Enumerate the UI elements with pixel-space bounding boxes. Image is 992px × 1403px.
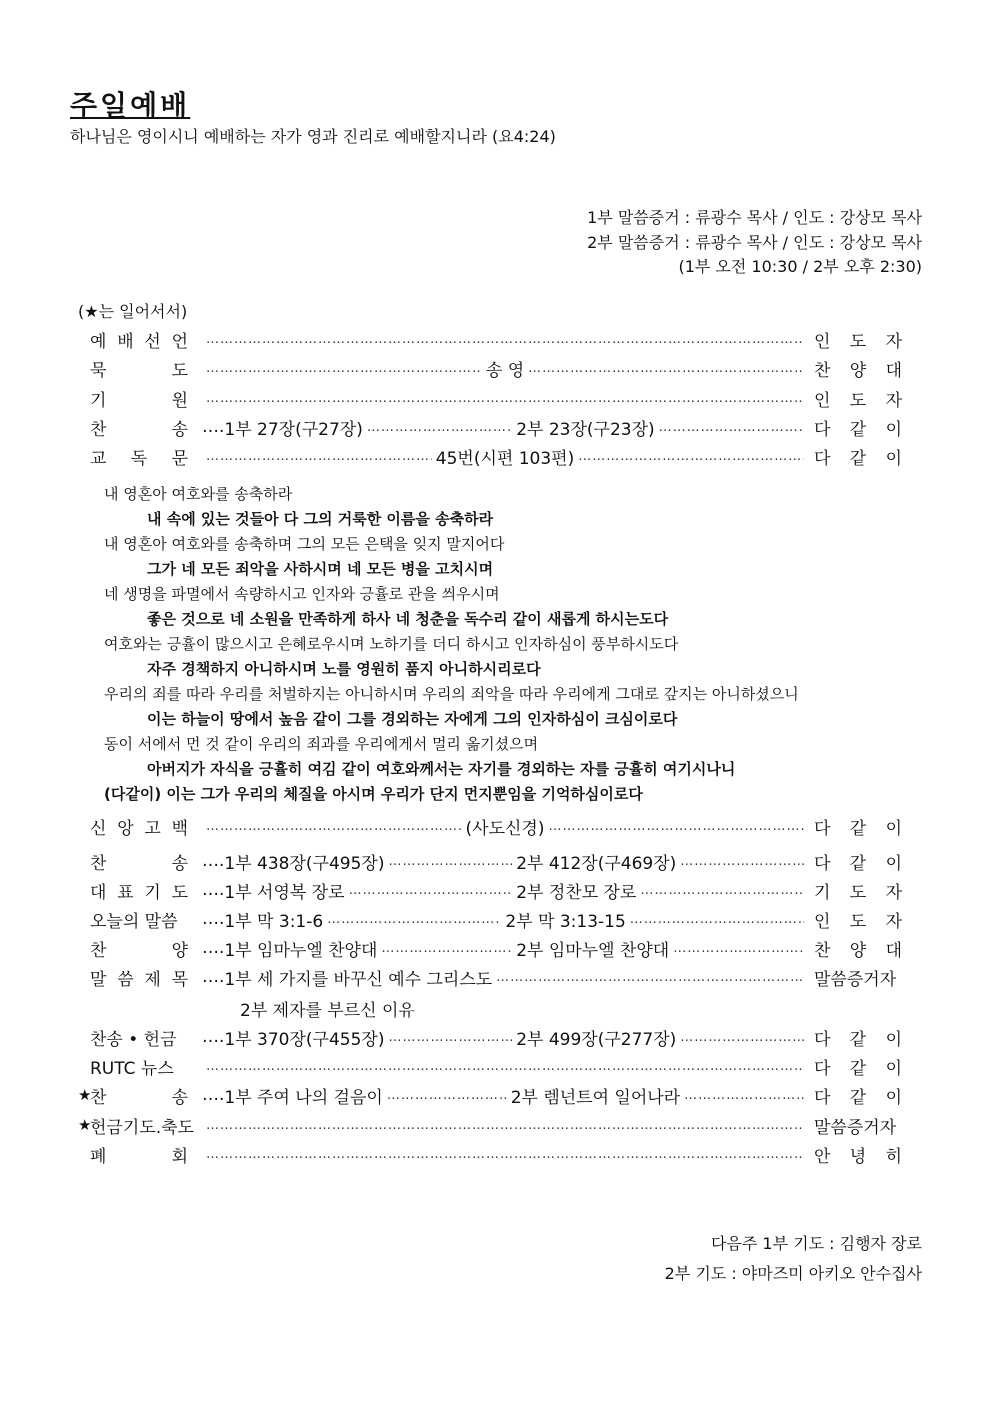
label-char: 신 — [90, 818, 107, 839]
label-char: 양 — [171, 940, 188, 961]
psalm-line-leader: 우리의 죄를 따라 우리를 처벌하지는 아니하시며 우리의 죄악을 따라 우리에게 그대로 갚지는 아니하셨으니 — [104, 685, 799, 703]
order-row — [78, 906, 902, 932]
detail-part1: 1부 주여 나의 걸음이 — [224, 1087, 383, 1108]
leader-dots — [630, 908, 804, 930]
responder-char: 인 — [814, 911, 831, 932]
order-row — [78, 326, 902, 352]
responder-char: 이 — [885, 1029, 902, 1050]
label-char: 오늘의 말씀 — [90, 911, 178, 932]
psalm-line-congregation: 아버지가 자식을 긍휼히 여김 같이 여호와께서는 자기를 경외하는 자를 긍휼히 여기시나니 — [147, 760, 736, 778]
leader-dots — [206, 1143, 804, 1165]
leader-dots — [659, 416, 804, 438]
responder-char: 다 — [814, 853, 831, 874]
label-char: 앙 — [117, 818, 134, 839]
psalm-line-congregation: 내 속에 있는 것들아 다 그의 거룩한 이름을 송축하라 — [147, 510, 494, 528]
detail-text: 45번(시편 103편) — [435, 448, 575, 469]
responder-char: 이 — [885, 1087, 902, 1108]
leader-dots — [206, 445, 432, 467]
order-label — [90, 356, 188, 381]
responder-char: 같 — [849, 448, 867, 469]
order-detail — [202, 1114, 808, 1136]
label-char: 도 — [171, 360, 188, 381]
detail-part2: 2부 렘넌트여 일어나라 — [510, 1087, 681, 1108]
order-detail — [202, 328, 808, 350]
responder — [814, 415, 902, 440]
responder — [814, 1142, 902, 1167]
psalm-line-all: (다같이) 이는 그가 우리의 체질을 아시며 우리가 단지 먼지뿐임을 기억하심이로다 — [104, 785, 643, 803]
responder-char: 양 — [849, 940, 867, 961]
pre-dots: …. — [202, 909, 225, 929]
label-char: 문 — [171, 448, 188, 469]
leader-dots — [528, 357, 804, 379]
label-char: 배 — [117, 331, 134, 352]
detail-part1: 1부 세 가지를 바꾸신 예수 그리스도 — [224, 969, 493, 990]
responder — [814, 1025, 902, 1050]
order-label — [90, 415, 188, 440]
order-label — [90, 327, 188, 352]
order-label — [90, 878, 188, 903]
order-detail — [202, 387, 808, 409]
label-char: 백 — [171, 818, 188, 839]
responder-char: 다 — [814, 1029, 831, 1050]
leader-dots — [349, 879, 513, 901]
label-char: 찬 — [90, 853, 107, 874]
responder-char: 같 — [849, 1029, 867, 1050]
detail-part1: 1부 막 3:1-6 — [224, 911, 324, 932]
label-char: 선 — [144, 331, 161, 352]
responder — [814, 907, 902, 932]
responder-char: 다 — [814, 1087, 831, 1108]
responder — [814, 356, 902, 381]
psalm-line-leader: 내 영혼아 여호와를 송축하며 그의 모든 은택을 잊지 말지어다 — [104, 535, 505, 553]
label-char: 고 — [144, 818, 161, 839]
label-char: 찬 — [90, 419, 107, 440]
detail-part2: 2부 막 3:13-15 — [505, 911, 626, 932]
responder-char: 다 — [814, 1058, 831, 1079]
order-detail — [202, 814, 808, 839]
responder-char: 인 — [814, 331, 831, 352]
label-char: 찬 — [90, 940, 107, 961]
label-char: 독 — [130, 448, 148, 469]
responder-char: 이 — [885, 853, 902, 874]
order-label — [90, 1113, 194, 1138]
label-char: 목 — [171, 969, 188, 990]
leader-dots — [206, 357, 482, 379]
detail-part2: 2부 23장(구23장) — [516, 419, 655, 440]
responder-char: 같 — [849, 1087, 867, 1108]
page-title: 주일예배 — [70, 89, 191, 122]
next-week-prayer-1: 다음주 1부 기도 : 김행자 장로 — [710, 1234, 922, 1253]
order-detail — [202, 1055, 808, 1077]
service-info-2: 2부 말씀증거 : 류광수 목사 / 인도 : 강상모 목사 — [587, 233, 922, 252]
responder-char: 말씀증거자 — [814, 1117, 897, 1138]
psalm-line-congregation: 그가 네 모든 죄악을 사하시며 네 모든 병을 고치시며 — [147, 560, 494, 578]
order-label — [90, 386, 188, 411]
responder — [814, 849, 902, 874]
detail-part2: 2부 499장(구277장) — [516, 1029, 677, 1050]
order-detail — [202, 849, 808, 874]
order-detail — [202, 1025, 808, 1050]
label-char: 묵 — [90, 360, 107, 381]
sermon-title-part2: 2부 제자를 부르신 이유 — [240, 1001, 415, 1021]
responder-char: 같 — [849, 1058, 867, 1079]
order-detail — [202, 936, 808, 961]
leader-dots — [680, 850, 804, 872]
responder-char: 자 — [885, 390, 902, 411]
leader-dots — [496, 966, 804, 988]
responder-char: 자 — [885, 911, 902, 932]
leader-dots — [206, 1114, 804, 1136]
label-char: 교 — [90, 448, 107, 469]
responder-char: 찬 — [814, 360, 831, 381]
psalm-line-leader: 여호와는 긍휼이 많으시고 은혜로우시며 노하기를 더디 하시고 인자하심이 풍부하시도다 — [104, 635, 679, 653]
pre-dots: …. — [202, 851, 225, 871]
order-row — [78, 877, 902, 903]
responder-char: 인 — [814, 390, 831, 411]
order-row — [78, 813, 902, 839]
leader-dots — [640, 879, 804, 901]
label-char: RUTC 뉴스 — [90, 1058, 174, 1079]
order-label — [90, 1142, 188, 1167]
responder-char: 기 — [814, 882, 831, 903]
leader-dots — [388, 850, 512, 872]
order-detail — [202, 356, 808, 381]
order-row — [78, 355, 902, 381]
responder-char: 다 — [814, 419, 831, 440]
pre-dots: …. — [202, 417, 225, 437]
leader-dots — [673, 937, 804, 959]
leader-dots — [206, 328, 804, 350]
label-char: 찬송 • 헌금 — [90, 1029, 177, 1050]
responder-char: 자 — [885, 882, 902, 903]
order-label — [90, 907, 188, 932]
leader-dots — [206, 387, 804, 409]
label-char: 찬 — [90, 1087, 107, 1108]
label-char: 대 — [90, 882, 107, 903]
order-row — [78, 935, 902, 961]
detail-part1: 1부 370장(구455장) — [224, 1029, 385, 1050]
order-row — [78, 1082, 902, 1108]
pre-dots: …. — [202, 938, 225, 958]
order-label — [90, 1054, 188, 1079]
responder-char: 도 — [849, 882, 867, 903]
pre-dots: …. — [202, 880, 225, 900]
detail-part2: 2부 임마누엘 찬양대 — [516, 940, 670, 961]
responder-char: 이 — [885, 818, 902, 839]
responder — [814, 444, 902, 469]
psalm-line-congregation: 이는 하늘이 땅에서 높음 같이 그를 경외하는 자에게 그의 인자하심이 크심이로다 — [147, 710, 678, 728]
service-times: (1부 오전 10:30 / 2부 오후 2:30) — [678, 257, 922, 276]
responder-char: 히 — [885, 1146, 902, 1167]
label-char: 제 — [144, 969, 161, 990]
responder-char: 같 — [849, 419, 867, 440]
order-detail — [202, 1143, 808, 1165]
order-detail — [202, 1083, 808, 1108]
label-char: 말 — [90, 969, 107, 990]
leader-dots — [387, 1084, 507, 1106]
order-row — [78, 1112, 902, 1138]
leader-dots — [680, 1026, 804, 1048]
theme-verse: 하나님은 영이시니 예배하는 자가 영과 진리로 예배할지니라 (요4:24) — [70, 127, 556, 146]
leader-dots — [388, 1026, 512, 1048]
detail-part1: 1부 서영복 장로 — [224, 882, 345, 903]
standing-note: (★는 일어서서) — [78, 302, 188, 321]
responder-char: 찬 — [814, 940, 831, 961]
responder-char: 양 — [849, 360, 867, 381]
label-char: 송 — [171, 1087, 188, 1108]
detail-part2: 2부 정찬모 장로 — [516, 882, 637, 903]
leader-dots — [206, 1055, 804, 1077]
label-char: 기 — [144, 882, 161, 903]
responder-char: 다 — [814, 448, 831, 469]
responder-char: 같 — [849, 853, 867, 874]
responder-char: 대 — [885, 940, 902, 961]
responder — [814, 1054, 902, 1079]
psalm-line-congregation: 자주 경책하지 아니하시며 노를 영원히 품지 아니하시리로다 — [147, 660, 541, 678]
service-info-1: 1부 말씀증거 : 류광수 목사 / 인도 : 강상모 목사 — [587, 208, 922, 227]
responder — [814, 965, 902, 990]
label-char: 언 — [171, 331, 188, 352]
responder-char: 도 — [849, 331, 867, 352]
responder-char: 말씀증거자 — [814, 969, 897, 990]
label-char: 도 — [171, 882, 188, 903]
label-char: 기 — [90, 390, 107, 411]
order-row — [78, 1053, 902, 1079]
order-detail — [202, 965, 808, 990]
order-detail — [202, 415, 808, 440]
responder-char: 같 — [849, 818, 867, 839]
responder — [814, 1083, 902, 1108]
responder-char: 도 — [849, 390, 867, 411]
responder — [814, 327, 902, 352]
order-label — [90, 849, 188, 874]
label-char: 폐 — [90, 1146, 107, 1167]
responder-char: 자 — [885, 331, 902, 352]
responder — [814, 814, 902, 839]
responder-char: 이 — [885, 1058, 902, 1079]
order-label — [90, 1025, 188, 1050]
detail-part2: 2부 412장(구469장) — [516, 853, 677, 874]
detail-part1: 1부 438장(구495장) — [224, 853, 385, 874]
order-row — [78, 414, 902, 440]
leader-dots — [367, 416, 512, 438]
order-label — [90, 444, 188, 469]
leader-dots — [578, 445, 804, 467]
detail-text: (사도신경) — [465, 818, 545, 839]
label-char: 표 — [117, 882, 134, 903]
responder-char: 안 — [814, 1146, 831, 1167]
label-char: 송 — [171, 853, 188, 874]
label-char: 예 — [90, 331, 107, 352]
order-row — [78, 848, 902, 874]
detail-text: 송 영 — [485, 360, 525, 381]
label-char: 헌금기도.축도 — [90, 1117, 194, 1138]
responder-char: 이 — [885, 419, 902, 440]
leader-dots — [381, 937, 512, 959]
order-row — [78, 1024, 902, 1050]
label-char: 회 — [171, 1146, 188, 1167]
pre-dots: …. — [202, 1027, 225, 1047]
pre-dots: …. — [202, 1085, 225, 1105]
detail-part1: 1부 임마누엘 찬양대 — [224, 940, 378, 961]
order-detail — [202, 444, 808, 469]
responder — [814, 936, 902, 961]
order-label — [90, 1083, 188, 1108]
responder — [814, 1113, 902, 1138]
order-row — [78, 964, 902, 990]
responder-char: 대 — [885, 360, 902, 381]
star-mark: ★ — [78, 1086, 92, 1104]
responder-char: 녕 — [849, 1146, 867, 1167]
detail-part1: 1부 27장(구27장) — [224, 419, 363, 440]
star-mark: ★ — [78, 1116, 92, 1134]
responder-char: 이 — [885, 448, 902, 469]
psalm-line-leader: 내 영혼아 여호와를 송축하라 — [104, 485, 293, 503]
leader-dots — [206, 815, 462, 837]
order-detail — [202, 907, 808, 932]
responder — [814, 878, 902, 903]
psalm-line-leader: 네 생명을 파멸에서 속량하시고 인자와 긍휼로 관을 씌우시며 — [104, 585, 500, 603]
order-label — [90, 936, 188, 961]
leader-dots — [548, 815, 804, 837]
psalm-line-leader: 동이 서에서 먼 것 같이 우리의 죄과를 우리에게서 멀리 옮기셨으며 — [104, 735, 539, 753]
responder-char: 다 — [814, 818, 831, 839]
leader-dots — [684, 1084, 804, 1106]
order-label — [90, 965, 188, 990]
label-char: 송 — [171, 419, 188, 440]
order-row — [78, 1141, 902, 1167]
psalm-line-congregation: 좋은 것으로 네 소원을 만족하게 하사 네 청춘을 독수리 같이 새롭게 하시는도다 — [147, 610, 669, 628]
order-detail — [202, 878, 808, 903]
order-row — [78, 443, 902, 469]
label-char: 씀 — [117, 969, 134, 990]
leader-dots — [327, 908, 501, 930]
responder — [814, 386, 902, 411]
next-week-prayer-2: 2부 기도 : 야마즈미 아키오 안수집사 — [664, 1264, 922, 1283]
responder-char: 도 — [849, 911, 867, 932]
order-row — [78, 385, 902, 411]
label-char: 원 — [171, 390, 188, 411]
order-label — [90, 814, 188, 839]
pre-dots: …. — [202, 967, 225, 987]
